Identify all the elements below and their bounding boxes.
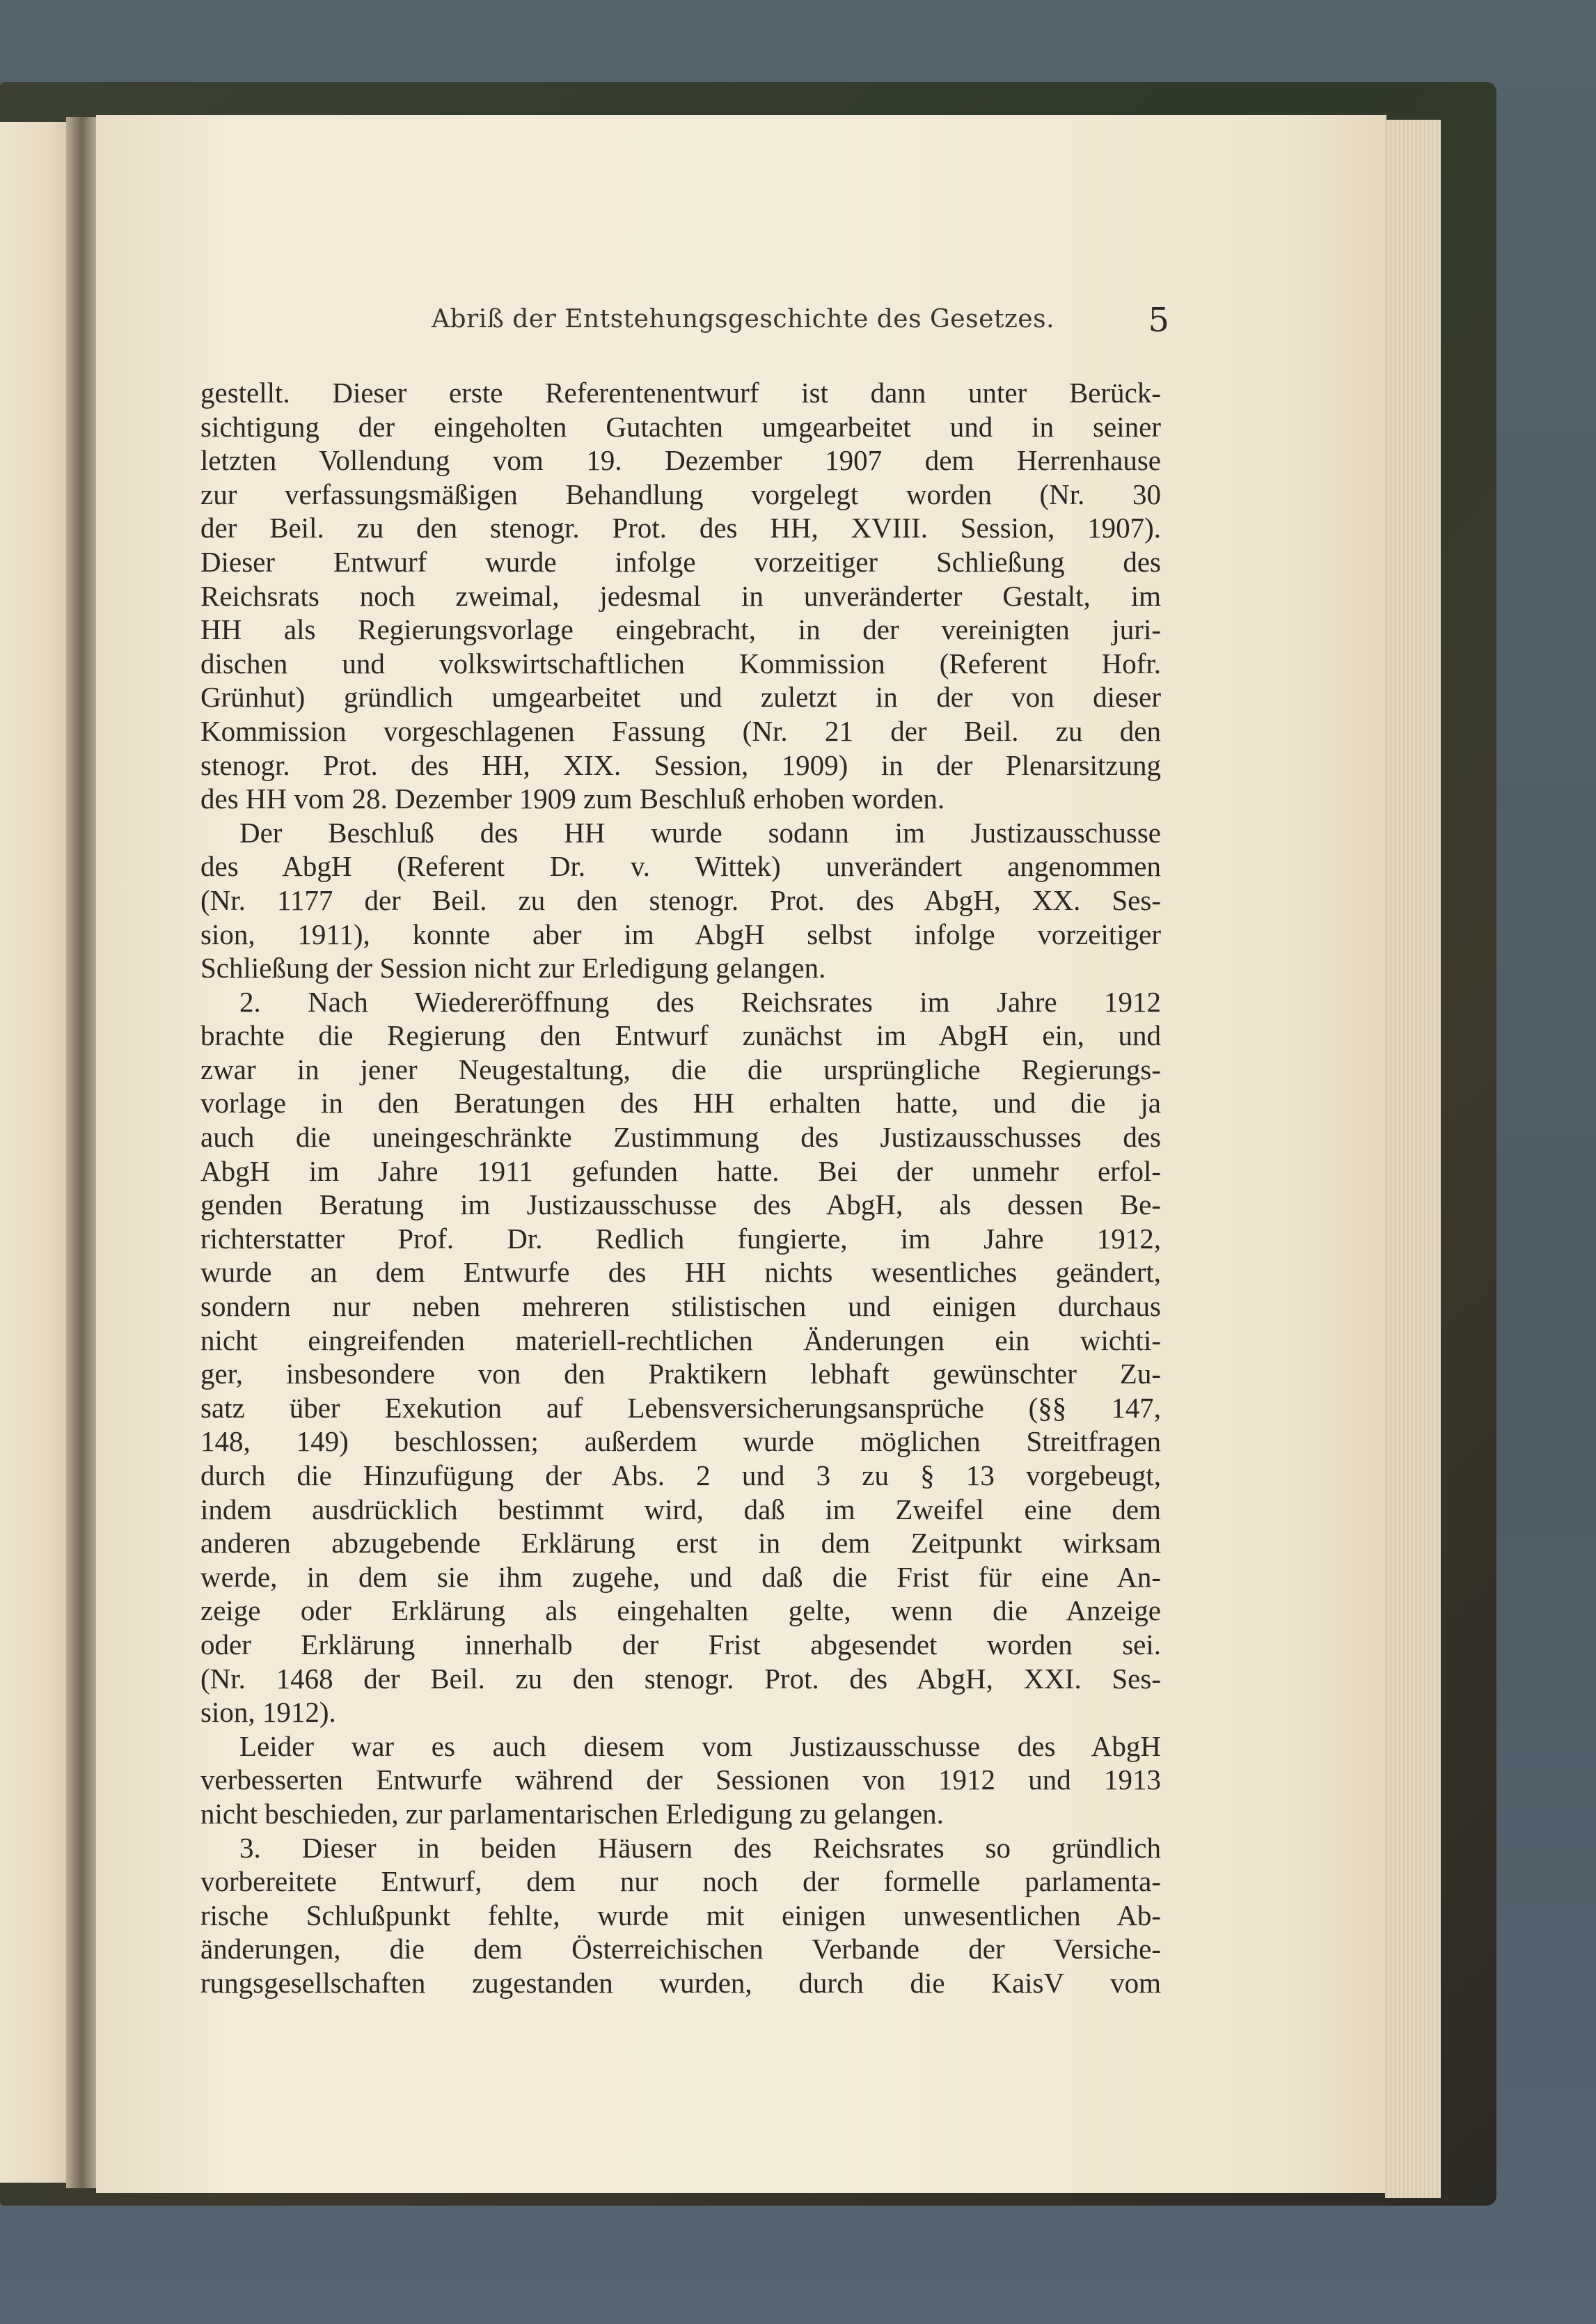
text-line: sichtigung der eingeholten Gutachten umgearbeitet und in seiner <box>200 410 1161 443</box>
text-line: Schließung der Session nicht zur Erledigung gelangen. <box>200 952 826 984</box>
text-line: anderen abzugebende Erklärung erst in dem Zeitpunkt wirksam <box>200 1527 1161 1560</box>
text-line: änderungen, die dem Österreichischen Verbande der Versiche- <box>200 1933 1161 1965</box>
text-line: zeige oder Erklärung als eingehalten gelte, wenn die Anzeige <box>200 1594 1161 1627</box>
text-line: stenogr. Prot. des HH, XIX. Session, 1909) in der Plenarsitzung <box>200 748 1161 781</box>
text-line: nicht beschieden, zur parlamentarischen Erledigung zu gelangen. <box>200 1797 944 1830</box>
text-line: ger, insbesondere von den Praktikern lebhaft gewünschter Zu- <box>200 1358 1161 1390</box>
text-line: Leider war es auch diesem vom Justizausschusse des AbgH <box>239 1729 1161 1762</box>
text-line: sion, 1911), konnte aber im AbgH selbst infolge vorzeitiger <box>200 918 1161 950</box>
running-head: Abriß der Entstehungsgeschichte des Gesetzes. <box>432 305 1055 333</box>
text-line: Der Beschluß des HH wurde sodann im Justizausschusse <box>239 816 1161 849</box>
text-line: dischen und volkswirtschaftlichen Kommission (Referent Hofr. <box>200 647 1161 680</box>
text-line: Grünhut) gründlich umgearbeitet und zuletzt in der von dieser <box>200 681 1161 714</box>
text-line: wurde an dem Entwurfe des HH nichts wesentliches geändert, <box>200 1256 1161 1289</box>
text-line: AbgH im Jahre 1911 gefunden hatte. Bei der unmehr erfol- <box>200 1154 1161 1187</box>
text-line: vorlage in den Beratungen des HH erhalten hatte, und die ja <box>200 1087 1161 1120</box>
text-line: (Nr. 1177 der Beil. zu den stenogr. Prot. des AbgH, XX. Ses- <box>200 884 1161 916</box>
text-line: richterstatter Prof. Dr. Redlich fungierte, im Jahre 1912, <box>200 1222 1161 1255</box>
text-line: genden Beratung im Justizausschusse des AbgH, als dessen Be- <box>200 1188 1161 1221</box>
text-line: rische Schlußpunkt fehlte, wurde mit einigen unwesentlichen Ab- <box>200 1899 1161 1931</box>
text-line: gestellt. Dieser erste Referentenentwurf ist dann unter Berück- <box>200 377 1161 409</box>
text-line: der Beil. zu den stenogr. Prot. des HH, XVIII. Session, 1907). <box>200 512 1161 544</box>
text-line: rungsgesellschaften zugestanden wurden, durch die KaisV vom <box>200 1966 1161 1999</box>
text-line: Dieser Entwurf wurde infolge vorzeitiger Schließung des <box>200 545 1161 578</box>
text-line: werde, in dem sie ihm zugehe, und daß die Frist für eine An- <box>200 1560 1161 1593</box>
body-text <box>200 376 1161 2000</box>
text-line: durch die Hinzufügung der Abs. 2 und 3 zu § 13 vorgebeugt, <box>200 1459 1161 1491</box>
left-page-edge <box>0 122 70 2183</box>
page-header <box>432 301 1169 343</box>
text-line: des AbgH (Referent Dr. v. Wittek) unverändert angenommen <box>200 850 1161 883</box>
page-number: 5 <box>1148 301 1169 340</box>
text-line: 3. Dieser in beiden Häusern des Reichsrates so gründlich <box>239 1831 1161 1864</box>
text-line: des HH vom 28. Dezember 1909 zum Beschluß erhoben worden. <box>200 783 945 815</box>
text-line: zwar in jener Neugestaltung, die die ursprüngliche Regierungs- <box>200 1053 1161 1085</box>
text-line: (Nr. 1468 der Beil. zu den stenogr. Prot. des AbgH, XXI. Ses- <box>200 1662 1161 1695</box>
text-line: sondern nur neben mehreren stilistischen und einigen durchaus <box>200 1290 1161 1323</box>
text-line: zur verfassungsmäßigen Behandlung vorgelegt worden (Nr. 30 <box>200 478 1161 510</box>
text-line: letzten Vollendung vom 19. Dezember 1907 dem Herrenhause <box>200 444 1161 477</box>
page-stack-edge <box>1385 120 1441 2198</box>
text-line: nicht eingreifenden materiell-rechtlichen Änderungen ein wichti- <box>200 1324 1161 1356</box>
text-line: Kommission vorgeschlagenen Fassung (Nr. 21 der Beil. zu den <box>200 714 1161 747</box>
text-line: verbesserten Entwurfe während der Sessionen von 1912 und 1913 <box>200 1764 1161 1796</box>
text-line: satz über Exekution auf Lebensversicherungsansprüche (§§ 147, <box>200 1391 1161 1424</box>
text-line: vorbereitete Entwurf, dem nur noch der formelle parlamenta- <box>200 1865 1161 1898</box>
text-line: oder Erklärung innerhalb der Frist abgesendet worden sei. <box>200 1628 1161 1660</box>
text-line: auch die uneingeschränkte Zustimmung des Justizausschusses des <box>200 1121 1161 1154</box>
text-line: Reichsrats noch zweimal, jedesmal in unveränderter Gestalt, im <box>200 579 1161 612</box>
text-line: indem ausdrücklich bestimmt wird, daß im Zweifel eine dem <box>200 1493 1161 1525</box>
text-line: HH als Regierungsvorlage eingebracht, in der vereinigten juri- <box>200 613 1161 646</box>
text-line: brachte die Regierung den Entwurf zunächst im AbgH ein, und <box>200 1019 1161 1052</box>
text-line: 148, 149) beschlossen; außerdem wurde möglichen Streitfragen <box>200 1425 1161 1458</box>
text-line: 2. Nach Wiedereröffnung des Reichsrates im Jahre 1912 <box>239 985 1161 1018</box>
text-line: sion, 1912). <box>200 1696 336 1729</box>
